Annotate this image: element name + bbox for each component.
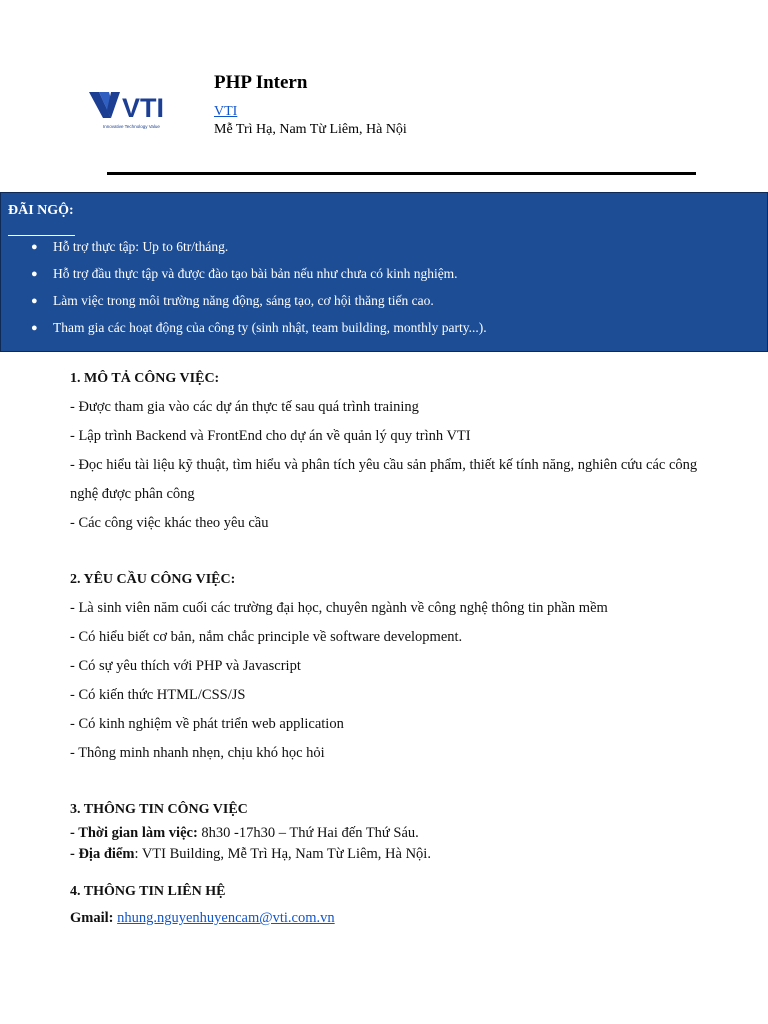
job-info-section: [70, 797, 431, 865]
requirement-item: - Có sự yêu thích với PHP và Javascript: [70, 658, 301, 674]
logo-tagline: Innovative Technology Value: [103, 124, 160, 129]
email-line: [70, 905, 335, 931]
company-logo: [89, 88, 171, 136]
email-label: Gmail:: [70, 910, 114, 926]
work-time-line: [70, 823, 431, 844]
requirement-item: - Thông minh nhanh nhẹn, chịu khó học hỏi: [70, 745, 325, 761]
requirement-item: - Có kinh nghiệm về phát triển web application: [70, 716, 344, 732]
work-time-value: 8h30 -17h30 – Thứ Hai đến Thứ Sáu.: [197, 825, 419, 841]
description-item: - Các công việc khác theo yêu cầu: [70, 515, 269, 531]
requirements-section: [70, 566, 608, 768]
job-title: PHP Intern: [214, 72, 308, 93]
description-item: - Lập trình Backend và FrontEnd cho dự án về quản lý quy trình VTI: [70, 428, 471, 444]
company-name-link[interactable]: VTI: [214, 104, 238, 119]
bullet-icon: ●: [31, 322, 38, 334]
section-title: 2. YÊU CẦU CÔNG VIỆC:: [70, 572, 236, 587]
email-link[interactable]: nhung.nguyenhuyencam@vti.com.vn: [117, 910, 335, 926]
work-time-label: - Thời gian làm việc:: [70, 825, 198, 841]
description-item: - Đọc hiểu tài liệu kỹ thuật, tìm hiểu và phân tích yêu cầu sản phẩm, thiết kế tính năng, nghiên cứu các công nghệ được phân công: [70, 457, 698, 502]
bullet-icon: ●: [31, 268, 38, 280]
requirement-item: - Có hiểu biết cơ bản, nắm chắc principle về software development.: [70, 629, 463, 645]
job-description-section: [70, 365, 702, 538]
description-item: - Được tham gia vào các dự án thực tế sau quá trình training: [70, 399, 419, 415]
benefit-item: ● Hỗ trợ đầu thực tập và được đào tạo bài bản nếu như chưa có kinh nghiệm.: [1, 262, 487, 289]
logo-text: VTI: [122, 93, 165, 123]
bullet-icon: ●: [31, 295, 38, 307]
benefits-title: ĐÃI NGỘ:: [8, 203, 74, 218]
benefit-item: ● Làm việc trong môi trường năng động, sáng tạo, cơ hội thăng tiến cao.: [1, 289, 487, 316]
company-address: Mễ Trì Hạ, Nam Từ Liêm, Hà Nội: [214, 122, 407, 137]
section-title: 3. THÔNG TIN CÔNG VIỆC: [70, 802, 248, 817]
section-title: 4. THÔNG TIN LIÊN HỆ: [70, 884, 226, 899]
location-label: - Địa điểm: [70, 846, 135, 862]
requirement-item: - Là sinh viên năm cuối các trường đại học, chuyên ngành về công nghệ thông tin phần mềm: [70, 600, 608, 616]
benefit-item: ● Tham gia các hoạt động của công ty (sinh nhật, team building, monthly party...).: [1, 316, 487, 343]
benefits-list: [1, 235, 487, 343]
section-title: 1. MÔ TẢ CÔNG VIỆC:: [70, 371, 220, 386]
bullet-icon: ●: [31, 241, 38, 253]
benefits-box: [0, 192, 768, 352]
requirement-item: - Có kiến thức HTML/CSS/JS: [70, 687, 246, 703]
benefit-item: ● Hỗ trợ thực tập: Up to 6tr/tháng.: [1, 235, 487, 262]
vti-logo-mark: [89, 88, 171, 128]
location-value: : VTI Building, Mễ Trì Hạ, Nam Từ Liêm, Hà Nội.: [134, 846, 431, 862]
header-divider: [107, 172, 696, 175]
location-line: [70, 844, 431, 865]
contact-section: [70, 879, 335, 931]
